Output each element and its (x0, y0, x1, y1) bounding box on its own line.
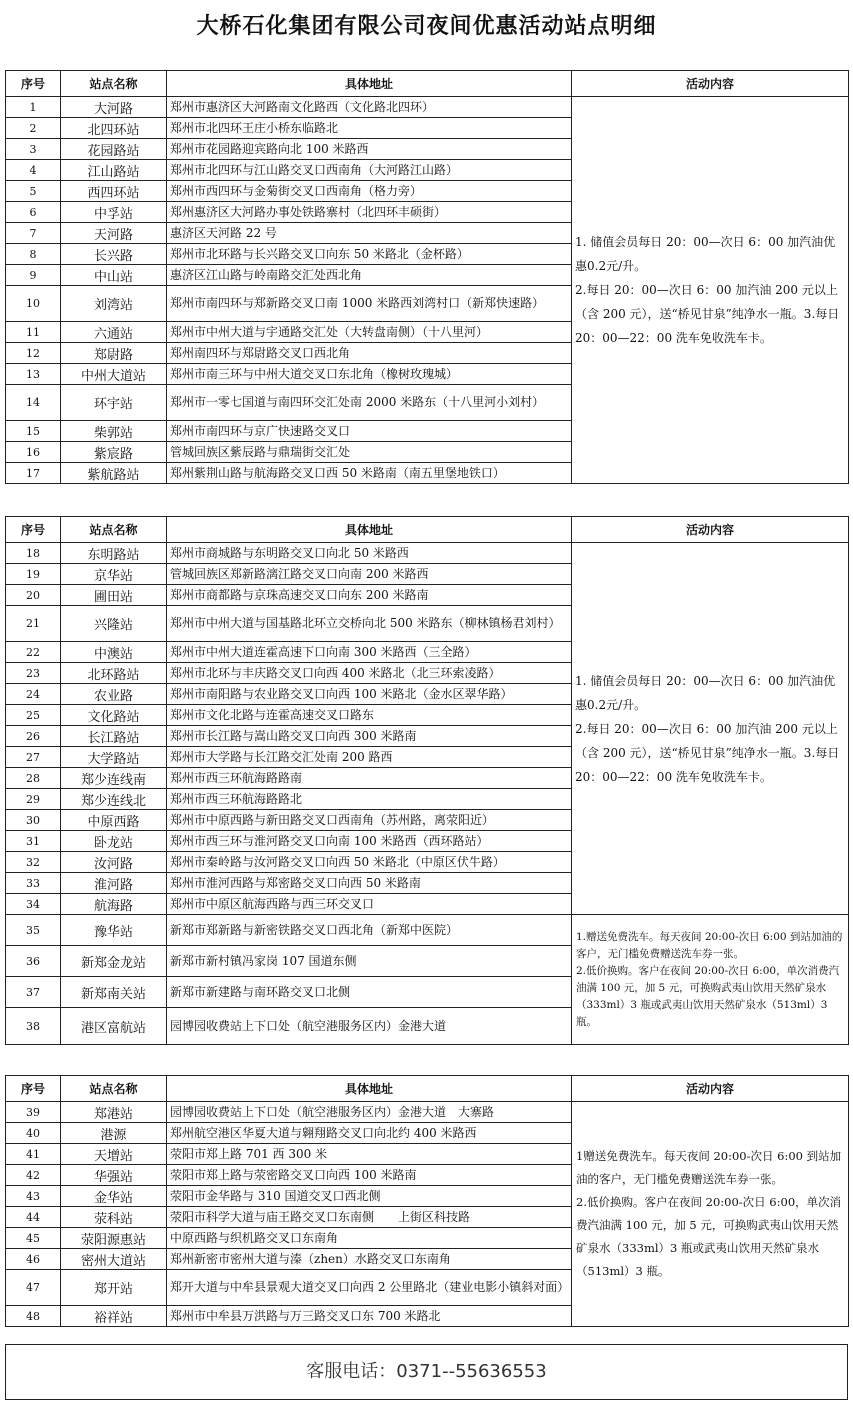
station-address: 郑州市花园路迎宾路向北 100 米路西 (167, 139, 572, 160)
row-number: 40 (6, 1123, 61, 1144)
row-number: 21 (6, 606, 61, 642)
header-row (6, 1076, 849, 1102)
activity-content (572, 543, 849, 915)
station-address: 园博园收费站上下口处（航空港服务区内）金港大道 (167, 1008, 572, 1045)
station-address: 郑州市西三环航海路路南 (167, 768, 572, 789)
station-address: 郑州市大学路与长江路交汇处南 200 路西 (167, 747, 572, 768)
station-address: 郑州市北四环王庄小桥东临路北 (167, 118, 572, 139)
station-address: 荥阳市郑上路 701 西 300 米 (167, 1144, 572, 1165)
station-address: 郑州市南四环与郑新路交叉口南 1000 米路西刘湾村口（新郑快速路） (167, 286, 572, 322)
activity-content (572, 97, 849, 484)
station-name: 环宇站 (61, 385, 167, 421)
station-name: 密州大道站 (61, 1249, 167, 1270)
station-name: 郑开站 (61, 1270, 167, 1306)
row-number: 32 (6, 852, 61, 873)
station-name: 紫航路站 (61, 463, 167, 484)
station-address: 郑州市西四环与金菊街交叉口西南角（格力旁） (167, 181, 572, 202)
row-number: 20 (6, 585, 61, 606)
header-act: 活动内容 (572, 1076, 849, 1102)
station-address: 郑州市淮河西路与郑密路交叉口向西 50 米路南 (167, 873, 572, 894)
station-name: 新郑金龙站 (61, 946, 167, 977)
header-name: 站点名称 (61, 1076, 167, 1102)
station-address: 郑州市长江路与嵩山路交叉口向西 300 米路南 (167, 726, 572, 747)
station-address: 郑州市中牟县万洪路与万三路交叉口东 700 米路北 (167, 1306, 572, 1327)
activity-item: 2.每日 20：00—次日 6：00 加汽油 200 元以上（含 200 元），送“桥见甘泉”纯净水一瓶。3.每日 20：00—22：00 洗车免收洗车卡。 (575, 283, 840, 345)
header-act: 活动内容 (572, 517, 849, 543)
station-name: 长江路站 (61, 726, 167, 747)
station-address: 郑州市北环路与长兴路交叉口向东 50 米路北（金杯路） (167, 244, 572, 265)
header-addr: 具体地址 (167, 71, 572, 97)
station-name: 大学路站 (61, 747, 167, 768)
row-number: 1 (6, 97, 61, 118)
header-row (6, 71, 849, 97)
station-address: 郑州南四环与郑尉路交叉口西北角 (167, 343, 572, 364)
station-address: 郑州市商都路与京珠高速交叉口向东 200 米路南 (167, 585, 572, 606)
station-name: 圃田站 (61, 585, 167, 606)
station-address: 惠济区天河路 22 号 (167, 223, 572, 244)
row-number: 39 (6, 1102, 61, 1123)
row-number: 3 (6, 139, 61, 160)
station-name: 天增站 (61, 1144, 167, 1165)
station-name: 航海路 (61, 894, 167, 915)
station-name: 卧龙站 (61, 831, 167, 852)
row-number: 41 (6, 1144, 61, 1165)
station-address: 管城回族区紫辰路与鼎瑞街交汇处 (167, 442, 572, 463)
station-name: 郑少连线北 (61, 789, 167, 810)
station-address: 郑州市南三环与中州大道交叉口东北角（橡树玫瑰城） (167, 364, 572, 385)
station-table-1 (5, 70, 849, 484)
station-name: 汝河路 (61, 852, 167, 873)
station-name: 东明路站 (61, 543, 167, 564)
header-act: 活动内容 (572, 71, 849, 97)
table-row (6, 915, 849, 946)
row-number: 8 (6, 244, 61, 265)
station-name: 中孚站 (61, 202, 167, 223)
station-address: 新郑市郑新路与新密铁路交叉口西北角（新郑中医院） (167, 915, 572, 946)
station-address: 郑州市惠济区大河路南文化路西（文化路北四环） (167, 97, 572, 118)
station-name: 西四环站 (61, 181, 167, 202)
row-number: 9 (6, 265, 61, 286)
station-address: 新郑市新建路与南环路交叉口北侧 (167, 977, 572, 1008)
station-address: 郑州航空港区华夏大道与翱翔路交叉口向北约 400 米路西 (167, 1123, 572, 1144)
header-row (6, 517, 849, 543)
station-address: 郑州市文化北路与连霍高速交叉口路东 (167, 705, 572, 726)
row-number: 33 (6, 873, 61, 894)
station-name: 北四环站 (61, 118, 167, 139)
activity-item: 1.赠送免费洗车。每天夜间 20:00-次日 6:00 到站加油的客户，无门槛免费赠送洗车券一张。 (576, 930, 843, 960)
station-address: 郑州市中州大道与宇通路交汇处（大转盘南侧）（十八里河） (167, 322, 572, 343)
station-address: 荥阳市科学大道与庙王路交叉口东南侧 上街区科技路 (167, 1207, 572, 1228)
row-number: 17 (6, 463, 61, 484)
table-row (6, 97, 849, 118)
station-name: 天河路 (61, 223, 167, 244)
station-name: 华强站 (61, 1165, 167, 1186)
row-number: 25 (6, 705, 61, 726)
row-number: 45 (6, 1228, 61, 1249)
station-address: 郑州市中州大道与国基路北环立交桥向北 500 米路东（柳林镇杨君刘村） (167, 606, 572, 642)
row-number: 4 (6, 160, 61, 181)
station-name: 荥科站 (61, 1207, 167, 1228)
station-table-3 (5, 1075, 849, 1327)
activity-item: 1. 储值会员每日 20：00—次日 6：00 加汽油优惠0.2元/升。 (575, 673, 836, 712)
row-number: 24 (6, 684, 61, 705)
header-name: 站点名称 (61, 71, 167, 97)
station-address: 惠济区江山路与岭南路交汇处西北角 (167, 265, 572, 286)
row-number: 46 (6, 1249, 61, 1270)
station-name: 新郑南关站 (61, 977, 167, 1008)
station-address: 郑州市北环与丰庆路交叉口向西 400 米路北（北三环索凌路） (167, 663, 572, 684)
customer-service-phone: 客服电话：0371--55636553 (306, 1361, 547, 1382)
station-name: 中澳站 (61, 642, 167, 663)
station-address: 郑州市南四环与京广快速路交叉口 (167, 421, 572, 442)
station-name: 京华站 (61, 564, 167, 585)
station-name: 淮河路 (61, 873, 167, 894)
activity-content (572, 1102, 849, 1327)
station-name: 郑尉路 (61, 343, 167, 364)
row-number: 15 (6, 421, 61, 442)
station-address: 郑州市中州大道连霍高速下口向南 300 米路西（三全路） (167, 642, 572, 663)
station-address: 郑州市一零七国道与南四环交汇处南 2000 米路东（十八里河小刘村） (167, 385, 572, 421)
row-number: 10 (6, 286, 61, 322)
station-address: 郑州市西三环与淮河路交叉口向南 100 米路西（西环路站） (167, 831, 572, 852)
row-number: 27 (6, 747, 61, 768)
row-number: 44 (6, 1207, 61, 1228)
row-number: 42 (6, 1165, 61, 1186)
station-name: 江山路站 (61, 160, 167, 181)
row-number: 5 (6, 181, 61, 202)
station-address: 郑州市商城路与东明路交叉口向北 50 米路西 (167, 543, 572, 564)
station-name: 中山站 (61, 265, 167, 286)
station-address: 郑州市秦岭路与汝河路交叉口向西 50 米路北（中原区伏牛路） (167, 852, 572, 873)
station-name: 六通站 (61, 322, 167, 343)
activity-item: 1. 储值会员每日 20：00—次日 6：00 加汽油优惠0.2元/升。 (575, 235, 836, 273)
station-address: 郑州紫荆山路与航海路交叉口西 50 米路南（南五里堡地铁口） (167, 463, 572, 484)
station-name: 北环路站 (61, 663, 167, 684)
station-name: 长兴路 (61, 244, 167, 265)
row-number: 34 (6, 894, 61, 915)
row-number: 6 (6, 202, 61, 223)
station-address: 中原西路与织机路交叉口东南角 (167, 1228, 572, 1249)
station-name: 豫华站 (61, 915, 167, 946)
station-table-2 (5, 516, 849, 1045)
station-address: 管城回族区郑新路漓江路交叉口向南 200 米路西 (167, 564, 572, 585)
station-name: 刘湾站 (61, 286, 167, 322)
station-address: 郑州惠济区大河路办事处铁路寨村（北四环丰硕街） (167, 202, 572, 223)
station-name: 中州大道站 (61, 364, 167, 385)
row-number: 31 (6, 831, 61, 852)
station-name: 郑少连线南 (61, 768, 167, 789)
row-number: 13 (6, 364, 61, 385)
row-number: 12 (6, 343, 61, 364)
row-number: 18 (6, 543, 61, 564)
row-number: 30 (6, 810, 61, 831)
table-row (6, 543, 849, 564)
activity-item: 2.低价换购。客户在夜间 20:00-次日 6:00，单次消费汽油满 100 元，加 5 元，可换购武夷山饮用天然矿泉水（333ml）3 瓶或武夷山饮用天然矿泉水（513ml）3 瓶。 (576, 964, 840, 1028)
row-number: 7 (6, 223, 61, 244)
station-address: 郑州新密市密州大道与溱（zhen）水路交叉口东南角 (167, 1249, 572, 1270)
header-addr: 具体地址 (167, 517, 572, 543)
footer (5, 1344, 848, 1400)
row-number: 35 (6, 915, 61, 946)
station-address: 郑州市中原西路与新田路交叉口西南角（苏州路，离荥阳近） (167, 810, 572, 831)
row-number: 48 (6, 1306, 61, 1327)
station-name: 金华站 (61, 1186, 167, 1207)
station-name: 文化路站 (61, 705, 167, 726)
row-number: 19 (6, 564, 61, 585)
station-name: 柴郭站 (61, 421, 167, 442)
page-title: 大桥石化集团有限公司夜间优惠活动站点明细 (196, 13, 657, 39)
station-name: 兴隆站 (61, 606, 167, 642)
header-no: 序号 (6, 517, 61, 543)
station-name: 大河路 (61, 97, 167, 118)
station-name: 郑港站 (61, 1102, 167, 1123)
table-row (6, 1102, 849, 1123)
header-name: 站点名称 (61, 517, 167, 543)
station-address: 郑州市西三环航海路路北 (167, 789, 572, 810)
station-address: 荥阳市郑上路与荥密路交叉口向西 100 米路南 (167, 1165, 572, 1186)
row-number: 26 (6, 726, 61, 747)
row-number: 43 (6, 1186, 61, 1207)
activity-item: 2.低价换购。客户在夜间 20:00-次日 6:00，单次消费汽油满 100 元，加 5 元，可换购武夷山饮用天然矿泉水（333ml）3 瓶或武夷山饮用天然矿泉水（513ml）3 瓶。 (576, 1195, 842, 1278)
station-name: 农业路 (61, 684, 167, 705)
row-number: 16 (6, 442, 61, 463)
row-number: 28 (6, 768, 61, 789)
station-address: 荥阳市金华路与 310 国道交叉口西北侧 (167, 1186, 572, 1207)
station-name: 港区富航站 (61, 1008, 167, 1045)
station-name: 荥阳源惠站 (61, 1228, 167, 1249)
station-address: 郑州市中原区航海西路与西三环交叉口 (167, 894, 572, 915)
station-address: 郑州市南阳路与农业路交叉口向西 100 米路北（金水区翠华路） (167, 684, 572, 705)
row-number: 14 (6, 385, 61, 421)
header-addr: 具体地址 (167, 1076, 572, 1102)
activity-item: 2.每日 20：00—次日 6：00 加汽油 200 元以上（含 200 元），送“桥见甘泉”纯净水一瓶。3.每日 20：00—22：00 洗车免收洗车卡。 (575, 721, 840, 784)
row-number: 2 (6, 118, 61, 139)
station-name: 裕祥站 (61, 1306, 167, 1327)
station-name: 中原西路 (61, 810, 167, 831)
row-number: 36 (6, 946, 61, 977)
station-address: 园博园收费站上下口处（航空港服务区内）金港大道 大寨路 (167, 1102, 572, 1123)
row-number: 23 (6, 663, 61, 684)
row-number: 29 (6, 789, 61, 810)
station-name: 紫宸路 (61, 442, 167, 463)
station-name: 港源 (61, 1123, 167, 1144)
row-number: 11 (6, 322, 61, 343)
station-name: 花园路站 (61, 139, 167, 160)
row-number: 47 (6, 1270, 61, 1306)
header-no: 序号 (6, 1076, 61, 1102)
row-number: 37 (6, 977, 61, 1008)
row-number: 38 (6, 1008, 61, 1045)
station-address: 郑州市北四环与江山路交叉口西南角（大河路江山路） (167, 160, 572, 181)
station-address: 郑开大道与中牟县景观大道交叉口向西 2 公里路北（建业电影小镇斜对面） (167, 1270, 572, 1306)
station-address: 新郑市新村镇冯家岗 107 国道东侧 (167, 946, 572, 977)
row-number: 22 (6, 642, 61, 663)
activity-item: 1赠送免费洗车。每天夜间 20:00-次日 6:00 到站加油的客户，无门槛免费赠送洗车券一张。 (576, 1149, 842, 1186)
header-no: 序号 (6, 71, 61, 97)
activity-content (572, 915, 849, 1045)
